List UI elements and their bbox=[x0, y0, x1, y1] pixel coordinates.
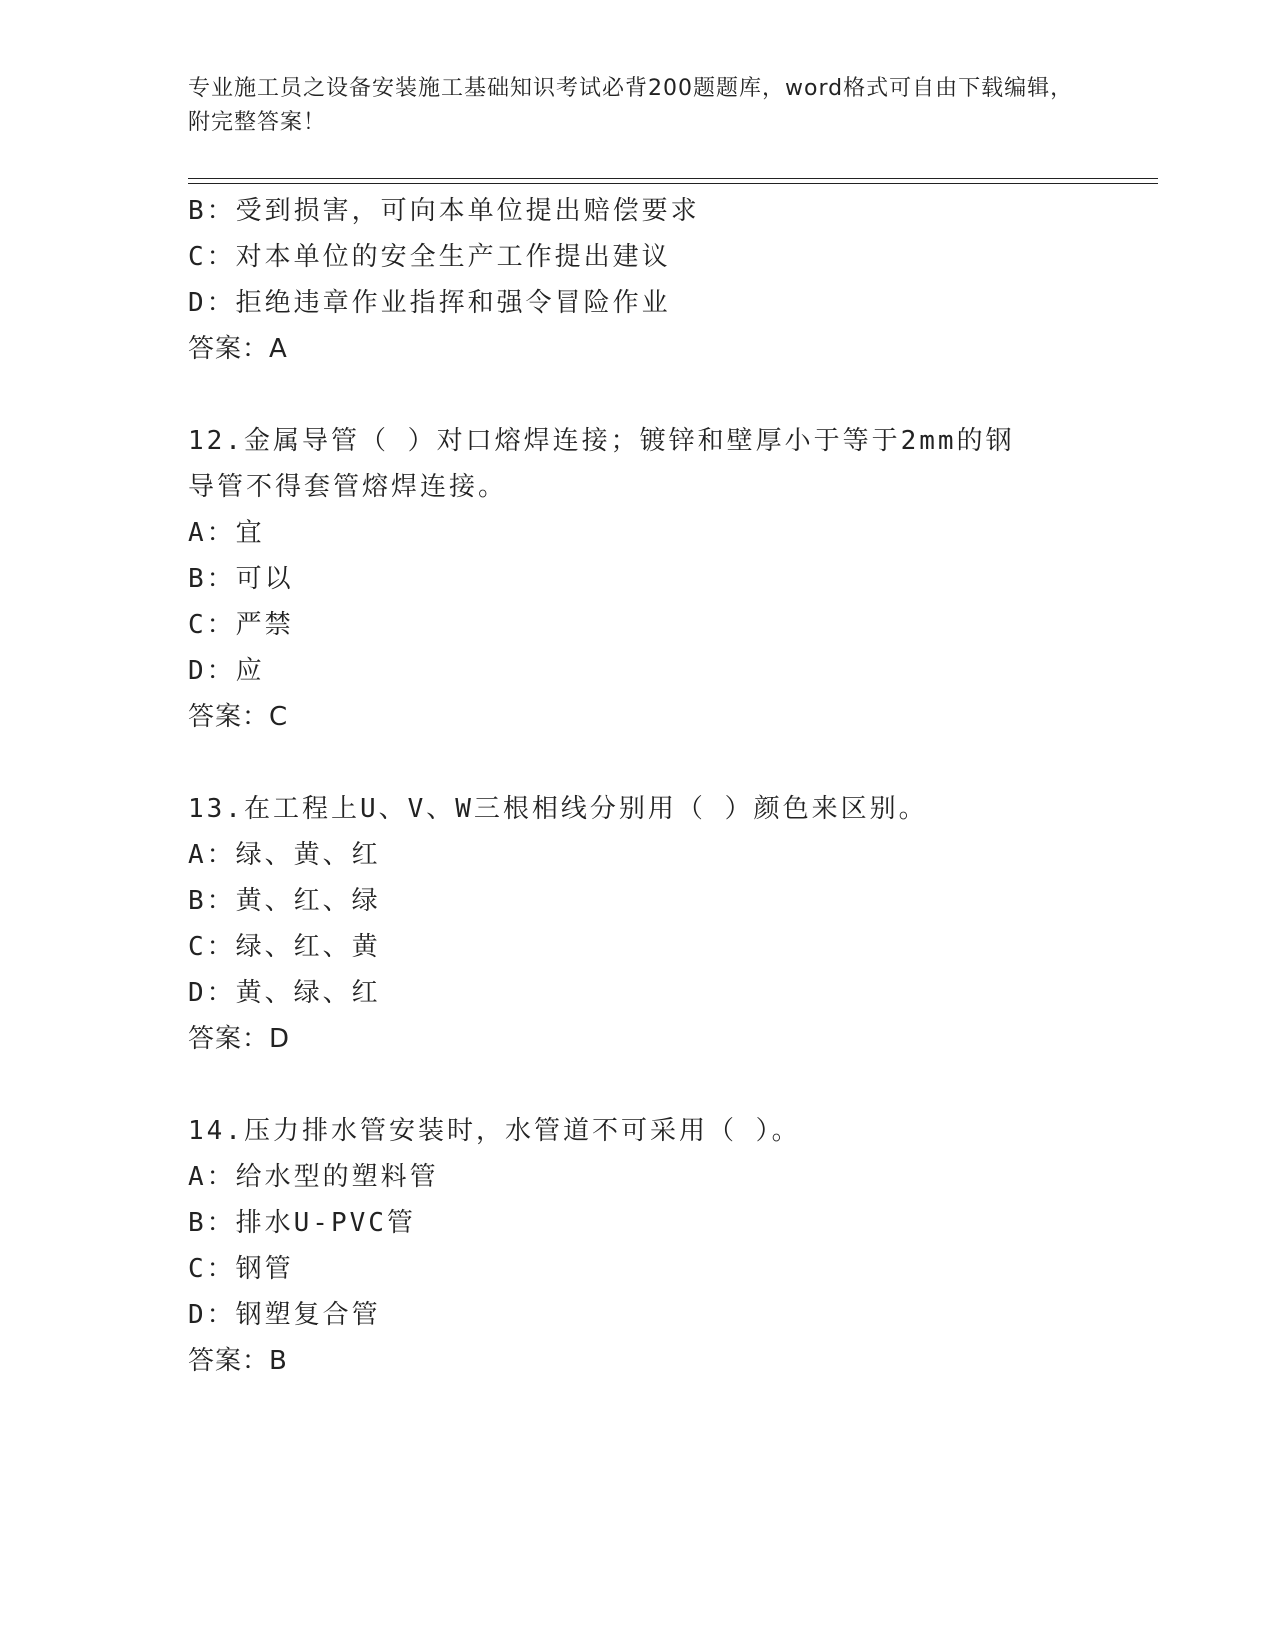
question-stem: 12.金属导管（ ）对口熔焊连接；镀锌和壁厚小于等于2mm的钢导管不得套管熔焊连接。 bbox=[188, 426, 1015, 502]
document-header: 专业施工员之设备安装施工基础知识考试必背200题题库，word格式可自由下载编辑，附完整答案！ bbox=[188, 76, 1074, 135]
option-c: C：钢管 bbox=[188, 1254, 294, 1284]
spacer bbox=[188, 740, 1108, 786]
question-partial bbox=[188, 188, 1108, 372]
option-a: A：给水型的塑料管 bbox=[188, 1162, 439, 1192]
option-d: D：应 bbox=[188, 656, 265, 686]
header-divider-top bbox=[188, 178, 1158, 179]
option-c: C：严禁 bbox=[188, 610, 294, 640]
header-divider-bottom bbox=[188, 183, 1158, 184]
option-b: B：受到损害，可向本单位提出赔偿要求 bbox=[188, 196, 700, 226]
spacer bbox=[188, 1062, 1108, 1108]
question-13 bbox=[188, 786, 1108, 1062]
option-c: C：对本单位的安全生产工作提出建议 bbox=[188, 242, 671, 272]
option-b: B：排水U-PVC管 bbox=[188, 1208, 416, 1238]
question-stem: 13.在工程上U、V、W三根相线分别用（ ）颜色来区别。 bbox=[188, 794, 928, 824]
answer: 答案：C bbox=[188, 702, 289, 732]
option-a: A：绿、黄、红 bbox=[188, 840, 381, 870]
option-d: D：拒绝违章作业指挥和强令冒险作业 bbox=[188, 288, 671, 318]
option-d: D：黄、绿、红 bbox=[188, 978, 381, 1008]
spacer bbox=[188, 372, 1108, 418]
answer: 答案：B bbox=[188, 1346, 288, 1376]
option-a: A：宜 bbox=[188, 518, 265, 548]
option-d: D：钢塑复合管 bbox=[188, 1300, 381, 1330]
option-b: B：可以 bbox=[188, 564, 294, 594]
question-stem: 14.压力排水管安装时，水管道不可采用（ ）。 bbox=[188, 1116, 801, 1146]
document-body bbox=[188, 188, 1108, 1384]
question-14 bbox=[188, 1108, 1108, 1384]
option-b: B：黄、红、绿 bbox=[188, 886, 381, 916]
answer: 答案：A bbox=[188, 334, 288, 364]
question-12 bbox=[188, 418, 1108, 740]
option-c: C：绿、红、黄 bbox=[188, 932, 381, 962]
answer: 答案：D bbox=[188, 1024, 291, 1054]
